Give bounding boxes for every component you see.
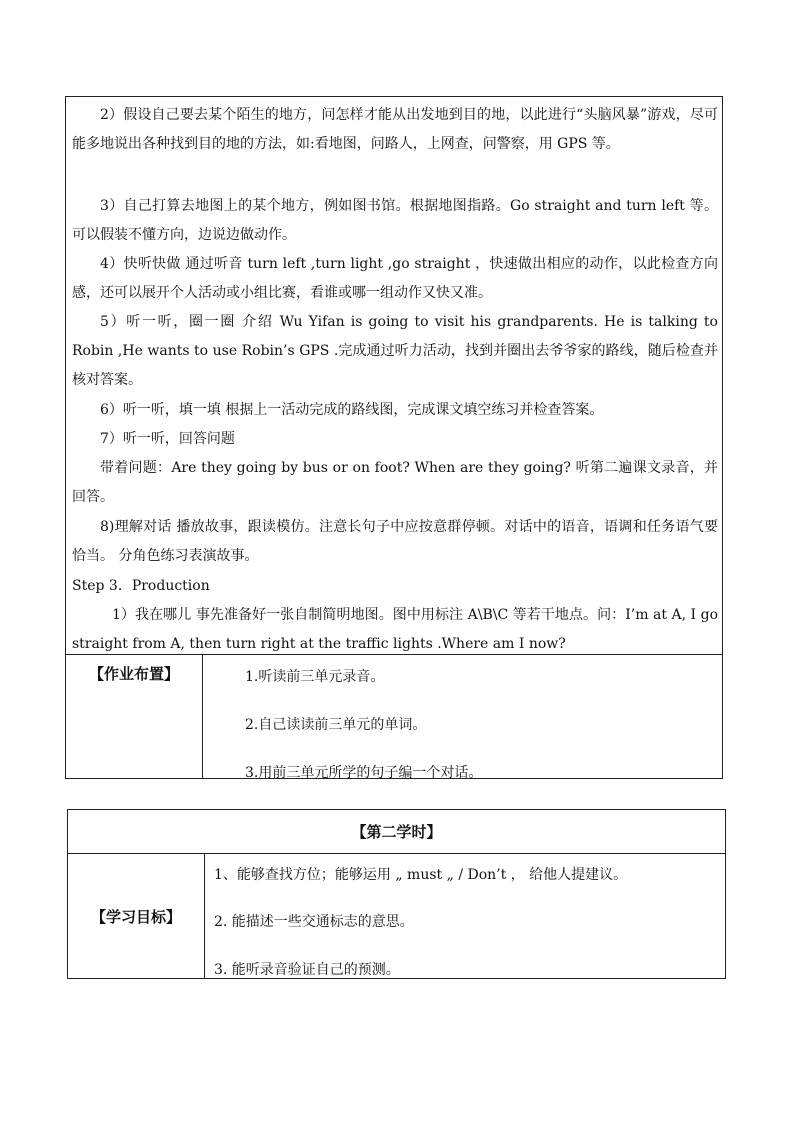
step-4-paragraph: 4）快听快做 通过听音 turn left ,turn light ,go straight ，快速做出相应的动作，以此检查方向感，还可以展开个人活动或小组比赛，看谁或哪一组动作又快又准。 xyxy=(72,256,718,301)
questions-paragraph: 带着问题：Are they going by bus or on foot? When are they going? 听第二遍课文录音，并回答。 xyxy=(72,460,718,505)
homework-item: 3.用前三单元所学的句子编一个对话。 xyxy=(245,765,483,781)
learning-goals-label: 【学习目标】 xyxy=(68,854,205,978)
where-am-i-paragraph: 1）我在哪儿 事先准备好一张自制简明地图。图中用标注 A\B\C 等若干地点。问：I’m at A, I go straight from A, then turn right at the traffic lights .Where am I now? xyxy=(72,607,718,652)
homework-item: 2.自己读读前三单元的单词。 xyxy=(245,717,427,733)
homework-item: 1.听读前三单元录音。 xyxy=(245,669,385,685)
second-lesson-heading: 【第二学时】 xyxy=(68,810,725,854)
step-8-paragraph: 8)理解对话 播放故事，跟读模仿。注意长句子中应按意群停顿。对话中的语音，语调和任务语气要恰当。 分角色练习表演故事。 xyxy=(72,519,718,564)
goal-item: 3. 能听录音验证自己的预测。 xyxy=(214,962,400,978)
goal-item: 2. 能描述一些交通标志的意思。 xyxy=(214,914,414,930)
step-7-paragraph: 7）听一听，回答问题 xyxy=(100,431,235,447)
procedure-cell xyxy=(66,97,722,655)
goal-item: 1、能够查找方位；能够运用 „ must „ / Don’t ， 给他人提建议。 xyxy=(214,867,628,883)
step-5-paragraph: 5）听一听，圈一圈 介绍 Wu Yifan is going to visit his grandparents. He is talking to Robin ,He wants to use Robin’s GPS .完成通过听力活动，找到并圈出去爷爷家的路线，随后检查并核对答案。 xyxy=(72,314,718,388)
step-3-paragraph: 3）自己打算去地图上的某个地方，例如图书馆。根据地图指路。Go straight and turn left 等。可以假装不懂方向，边说边做动作。 xyxy=(72,198,718,243)
step-6-paragraph: 6）听一听，填一填 根据上一活动完成的路线图，完成课文填空练习并检查答案。 xyxy=(100,402,604,418)
second-lesson-table xyxy=(67,809,726,979)
lesson-procedure-table xyxy=(65,96,723,779)
step-2-paragraph: 2）假设自己要去某个陌生的地方，问怎样才能从出发地到目的地，以此进行“头脑风暴”游戏，尽可能多地说出各种找到目的地的方法，如:看地图，问路人，上网查，问警察，用 GPS 等。 xyxy=(72,107,718,152)
production-heading: Step 3．Production xyxy=(72,578,210,594)
homework-label: 【作业布置】 xyxy=(66,655,203,779)
